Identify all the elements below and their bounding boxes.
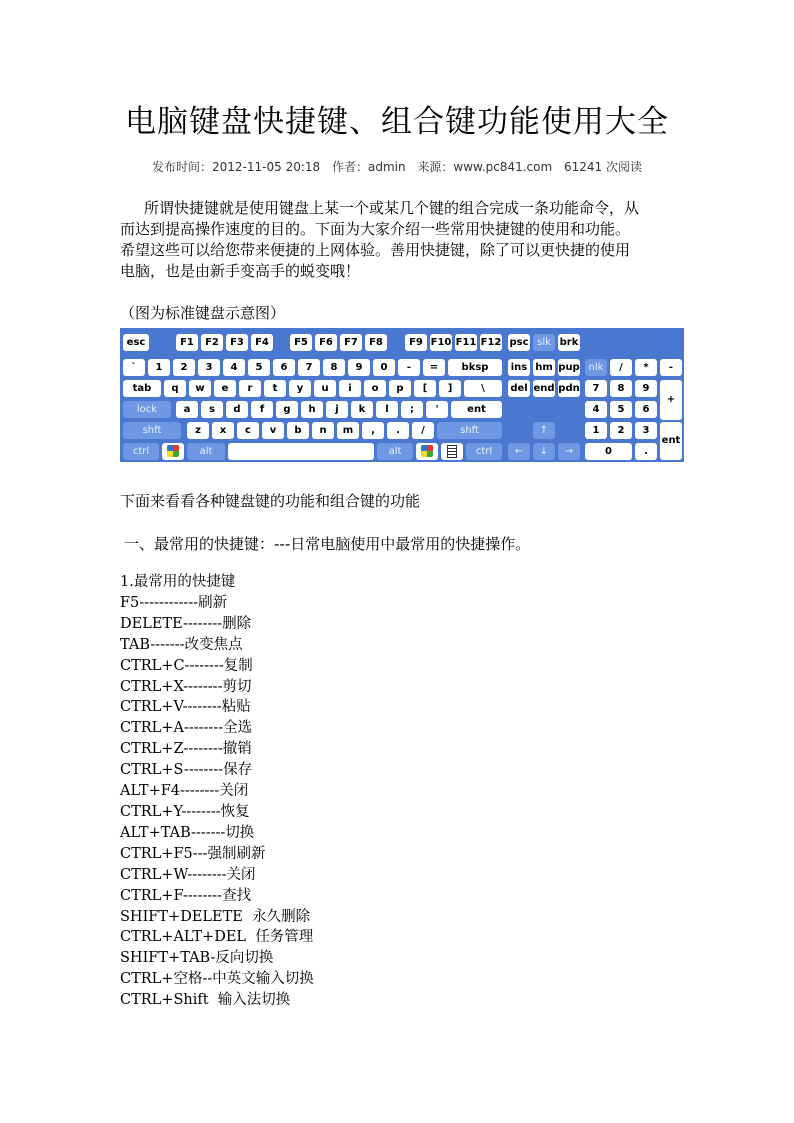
key-7: 7 bbox=[298, 359, 320, 376]
key-f1: F1 bbox=[176, 334, 198, 351]
key-f12: F12 bbox=[480, 334, 502, 351]
key-n: n bbox=[312, 422, 334, 439]
key-space bbox=[228, 443, 374, 460]
list-item: TAB-------改变焦点 bbox=[120, 636, 243, 653]
key-9: 9 bbox=[348, 359, 370, 376]
key-numpad-5: 5 bbox=[610, 401, 632, 418]
intro-line: 电脑，也是由新手变高手的蜕变哦！ bbox=[120, 262, 361, 280]
list-title: 1.最常用的快捷键 bbox=[120, 574, 236, 590]
key-s: s bbox=[201, 401, 223, 418]
key-f8: F8 bbox=[365, 334, 387, 351]
key-d: d bbox=[226, 401, 248, 418]
list-item: CTRL+C--------复制 bbox=[120, 657, 253, 674]
key-3: 3 bbox=[198, 359, 220, 376]
key-right-alt: alt bbox=[377, 443, 413, 460]
key-z: z bbox=[187, 422, 209, 439]
key-semicolon: ; bbox=[401, 401, 423, 418]
list-item: ALT+F4--------关闭 bbox=[120, 783, 249, 800]
page-title: 电脑键盘快捷键、组合键功能使用大全 bbox=[125, 104, 669, 140]
key-b: b bbox=[287, 422, 309, 439]
key-r: r bbox=[239, 380, 261, 397]
key-0: 0 bbox=[373, 359, 395, 376]
key-numpad-6: 6 bbox=[635, 401, 657, 418]
keyboard-diagram bbox=[120, 328, 684, 462]
key-bksp: bksp bbox=[448, 359, 502, 376]
key-left-bracket: [ bbox=[414, 380, 436, 397]
key-u: u bbox=[314, 380, 336, 397]
key-del: del bbox=[508, 380, 530, 397]
key-f10: F10 bbox=[430, 334, 452, 351]
key-menu bbox=[441, 443, 463, 460]
key-numpad-4: 4 bbox=[585, 401, 607, 418]
key-arrow-up: ↑ bbox=[533, 422, 555, 439]
key-arrow-left: ← bbox=[508, 443, 530, 460]
key-numpad-enter: ent bbox=[660, 422, 682, 460]
list-item: CTRL+V--------粘贴 bbox=[120, 699, 251, 716]
key-q: q bbox=[164, 380, 186, 397]
windows-logo-icon bbox=[421, 445, 433, 457]
key-backslash: \ bbox=[464, 380, 502, 397]
key-end: end bbox=[533, 380, 555, 397]
key-f9: F9 bbox=[405, 334, 427, 351]
list-item: CTRL+X--------剪切 bbox=[120, 678, 252, 695]
publish-time: 发布时间：2012-11-05 20:18 bbox=[152, 160, 321, 174]
key-o: o bbox=[364, 380, 386, 397]
windows-logo-icon bbox=[167, 445, 179, 457]
key-slash: / bbox=[412, 422, 434, 439]
key-5: 5 bbox=[248, 359, 270, 376]
list-item: CTRL+ALT+DEL 任务管理 bbox=[120, 929, 314, 946]
key-j: j bbox=[326, 401, 348, 418]
section-heading-one: 一、最常用的快捷键：---日常电脑使用中最常用的快捷操作。 bbox=[124, 535, 531, 553]
key-c: c bbox=[237, 422, 259, 439]
key-quote: ' bbox=[426, 401, 448, 418]
source: 来源：www.pc841.com bbox=[417, 160, 553, 174]
key-numpad-8: 8 bbox=[610, 380, 632, 397]
key-t: t bbox=[264, 380, 286, 397]
key-w: w bbox=[189, 380, 211, 397]
key-right-shift: shft bbox=[437, 422, 502, 439]
key-f7: F7 bbox=[340, 334, 362, 351]
key-backtick: ` bbox=[123, 359, 145, 376]
key-v: v bbox=[262, 422, 284, 439]
list-item: SHIFT+TAB-反向切换 bbox=[120, 950, 274, 967]
key-numpad-plus: + bbox=[660, 380, 682, 420]
key-psc: psc bbox=[508, 334, 530, 351]
list-item: CTRL+Y--------恢复 bbox=[120, 803, 250, 820]
list-item: CTRL+空格--中英文输入切换 bbox=[120, 971, 314, 988]
key-numpad-2: 2 bbox=[610, 422, 632, 439]
image-caption: （图为标准键盘示意图） bbox=[120, 304, 286, 322]
key-right-ctrl: ctrl bbox=[466, 443, 502, 460]
key-left-shift: shft bbox=[123, 422, 181, 439]
key-numpad-7: 7 bbox=[585, 380, 607, 397]
key-8: 8 bbox=[323, 359, 345, 376]
intro-paragraph bbox=[120, 198, 676, 282]
author: 作者：admin bbox=[331, 160, 406, 174]
menu-key-icon bbox=[447, 445, 457, 458]
key-f3: F3 bbox=[226, 334, 248, 351]
key-equals: = bbox=[423, 359, 445, 376]
list-item: CTRL+Z--------撤销 bbox=[120, 741, 252, 758]
key-y: y bbox=[289, 380, 311, 397]
key-g: g bbox=[276, 401, 298, 418]
key-comma: , bbox=[362, 422, 384, 439]
intro-line: 而达到提高操作速度的目的。下面为大家介绍一些常用快捷键的使用和功能。 bbox=[120, 220, 631, 238]
key-left-alt: alt bbox=[187, 443, 225, 460]
key-caps-lock: lock bbox=[123, 401, 171, 418]
key-pup: pup bbox=[558, 359, 580, 376]
key-enter: ent bbox=[451, 401, 502, 418]
key-x: x bbox=[212, 422, 234, 439]
key-tab: tab bbox=[123, 380, 161, 397]
key-numpad-9: 9 bbox=[635, 380, 657, 397]
key-f4: F4 bbox=[251, 334, 273, 351]
list-item: CTRL+W--------关闭 bbox=[120, 866, 256, 883]
key-h: h bbox=[301, 401, 323, 418]
article-meta bbox=[0, 158, 794, 175]
section-intro: 下面来看看各种键盘键的功能和组合键的功能 bbox=[120, 492, 421, 510]
key-numpad-decimal: . bbox=[635, 443, 657, 460]
key-2: 2 bbox=[173, 359, 195, 376]
key-numpad-multiply: * bbox=[635, 359, 657, 376]
key-minus: - bbox=[398, 359, 420, 376]
list-item: ALT+TAB-------切换 bbox=[120, 824, 255, 841]
list-item: CTRL+A--------全选 bbox=[120, 720, 253, 737]
key-esc: esc bbox=[123, 334, 149, 351]
key-ins: ins bbox=[508, 359, 530, 376]
intro-line: 所谓快捷键就是使用键盘上某一个或某几个键的组合完成一条功能命令，从 bbox=[144, 199, 640, 217]
key-k: k bbox=[351, 401, 373, 418]
key-right-win bbox=[416, 443, 438, 460]
list-item: CTRL+S--------保存 bbox=[120, 762, 253, 779]
intro-line: 希望这些可以给您带来便捷的上网体验。善用快捷键，除了可以更快捷的使用 bbox=[120, 241, 631, 259]
key-pdn: pdn bbox=[558, 380, 580, 397]
key-hm: hm bbox=[533, 359, 555, 376]
key-f2: F2 bbox=[201, 334, 223, 351]
key-f11: F11 bbox=[455, 334, 477, 351]
key-m: m bbox=[337, 422, 359, 439]
key-i: i bbox=[339, 380, 361, 397]
key-f6: F6 bbox=[315, 334, 337, 351]
key-numpad-1: 1 bbox=[585, 422, 607, 439]
key-numpad-0: 0 bbox=[585, 443, 632, 460]
key-left-win bbox=[162, 443, 184, 460]
key-e: e bbox=[214, 380, 236, 397]
list-item: CTRL+F5---强制刷新 bbox=[120, 845, 266, 862]
key-4: 4 bbox=[223, 359, 245, 376]
key-nlk: nlk bbox=[585, 359, 607, 376]
key-1: 1 bbox=[148, 359, 170, 376]
view-count: 61241 次阅读 bbox=[563, 160, 642, 174]
key-f5: F5 bbox=[290, 334, 312, 351]
shortcut-list bbox=[120, 572, 314, 1011]
key-arrow-down: ↓ bbox=[533, 443, 555, 460]
key-slk: slk bbox=[533, 334, 555, 351]
list-item: SHIFT+DELETE 永久删除 bbox=[120, 908, 311, 925]
key-a: a bbox=[176, 401, 198, 418]
key-right-bracket: ] bbox=[439, 380, 461, 397]
key-left-ctrl: ctrl bbox=[123, 443, 159, 460]
key-l: l bbox=[376, 401, 398, 418]
key-f: f bbox=[251, 401, 273, 418]
key-numpad-minus: - bbox=[660, 359, 682, 376]
key-p: p bbox=[389, 380, 411, 397]
list-item: CTRL+Shift 输入法切换 bbox=[120, 992, 291, 1009]
key-numpad-divide: / bbox=[610, 359, 632, 376]
list-item: DELETE--------删除 bbox=[120, 615, 252, 632]
key-arrow-right: → bbox=[558, 443, 580, 460]
key-period: . bbox=[387, 422, 409, 439]
key-numpad-3: 3 bbox=[635, 422, 657, 439]
list-item: CTRL+F--------查找 bbox=[120, 887, 252, 904]
list-item: F5------------刷新 bbox=[120, 594, 228, 611]
key-6: 6 bbox=[273, 359, 295, 376]
key-brk: brk bbox=[558, 334, 580, 351]
